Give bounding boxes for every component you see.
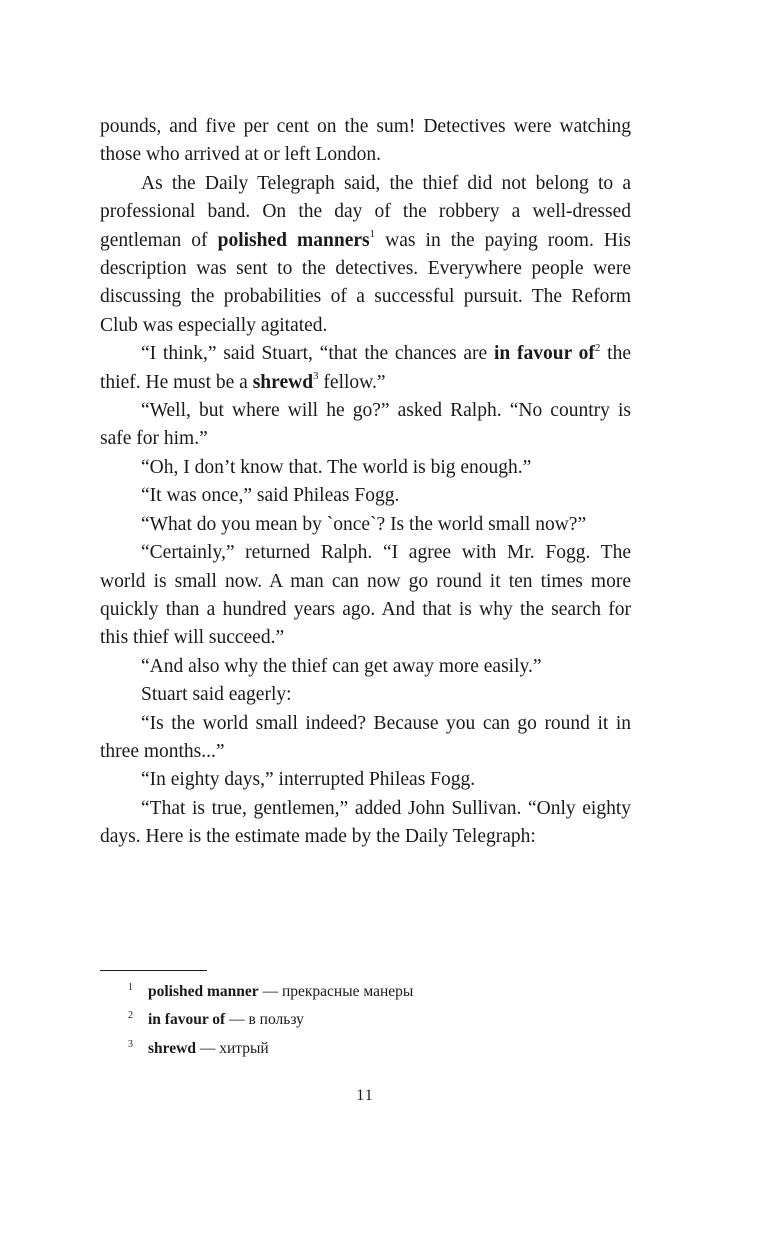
- glossed-term: in favour of: [493, 343, 595, 365]
- text-run: “I think,” said Stuart, “that the chances are: [141, 343, 494, 365]
- glossed-term: shrewd: [252, 371, 314, 393]
- main-text: [100, 113, 631, 852]
- footnote-item: 3 shrewd — хитрый: [128, 1038, 269, 1057]
- text-run: was in the paying room. His description was sent to the detectives. Everywhere people were discussing the probabilities of a successful pursuit. The Reform Club was especially agitated.: [100, 229, 631, 336]
- footnote-term: shrewd: [148, 1039, 196, 1057]
- paragraph: [100, 340, 631, 397]
- footnote-item: 1 polished manner — прекрасные манеры: [128, 981, 414, 1000]
- footnote-dash: —: [225, 1011, 249, 1029]
- paragraph: “Oh, I don’t know that. The world is big enough.”: [141, 456, 532, 478]
- footnote-dash: —: [195, 1039, 220, 1057]
- paragraph: “In eighty days,” interrupted Phileas Fogg.: [141, 769, 476, 791]
- footnote-ref[interactable]: 2: [594, 341, 601, 354]
- paragraph: “Certainly,” returned Ralph. “I agree with Mr. Fogg. The world is small now. A man can now go round it ten times more quickly than a hundred years ago. And that is why the search for this thief will succeed.”: [100, 542, 631, 649]
- paragraph: pounds, and five per cent on the sum! Detectives were watching those who arrived at or left London.: [100, 116, 631, 166]
- footnote-ref[interactable]: 1: [369, 228, 376, 241]
- footnote-divider: [100, 970, 207, 971]
- footnote-translation: в пользу: [248, 1011, 304, 1029]
- paragraph: “And also why the thief can get away more easily.”: [141, 655, 542, 677]
- text-run: As the Daily Telegraph said, the thief did not belong to a professional band. On the day of the robbery a well-dressed gentleman of: [100, 172, 631, 251]
- footnote-term: polished manner: [148, 983, 259, 1000]
- paragraph: “That is true, gentlemen,” added John Sullivan. “Only eighty days. Here is the estimate made by the Daily Telegraph:: [100, 797, 631, 848]
- footnote-item: 2 in favour of — в пользу: [128, 1010, 304, 1029]
- footnote-translation: прекрасные манеры: [281, 983, 414, 1000]
- footnote-dash: —: [258, 983, 282, 1000]
- footnote-ref[interactable]: 3: [313, 370, 319, 383]
- footnote-term: in favour of: [148, 1011, 226, 1029]
- paragraph: “It was once,” said Phileas Fogg.: [141, 485, 400, 507]
- text-run: fellow.”: [318, 371, 386, 393]
- paragraph: [100, 170, 631, 340]
- paragraph: “What do you mean by `once`? Is the world small now?”: [141, 513, 587, 535]
- footnotes: [128, 978, 413, 1063]
- paragraph: “Well, but where will he go?” asked Ralph. “No country is safe for him.”: [100, 400, 631, 450]
- paragraph: Stuart said eagerly:: [141, 684, 292, 706]
- footnote-translation: хитрый: [219, 1039, 269, 1057]
- page-number: 11: [356, 1087, 374, 1104]
- text-run: the thief. He must be a: [100, 343, 631, 393]
- paragraph: “Is the world small indeed? Because you can go round it in three months...”: [100, 712, 631, 762]
- glossed-term: polished manners: [217, 229, 370, 251]
